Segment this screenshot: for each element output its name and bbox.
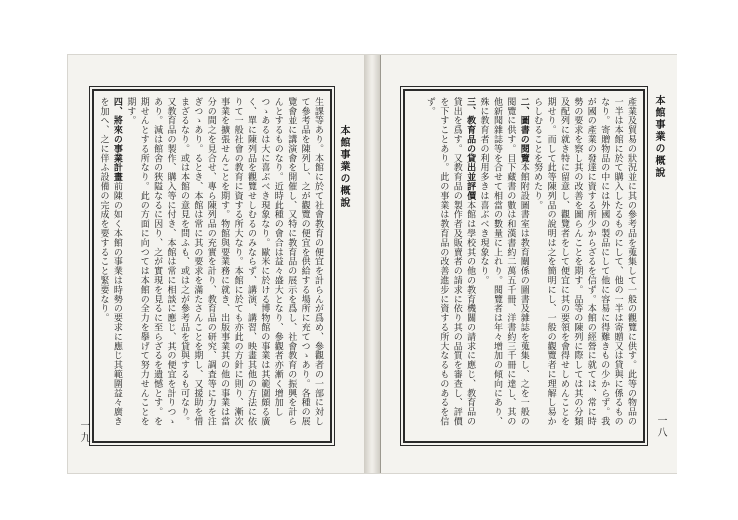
book-gutter [364, 55, 380, 473]
section-paragraph: 本館附設圖書室は教育關係の圖書及雜誌を蒐集し、之を一般の閱覽に供す。目下藏書の數は和漢書約二萬五千冊、洋書約三千冊に達し、其の他新聞雜誌等を合せて相當の數量に上れり。閱覽者は年々增加の傾向にあり、殊に教育者の利用多きは喜ぶべき現象なり。 [478, 97, 529, 427]
body-paragraph: 產業及貿易の狀況並に其の參考品を蒐集して一般の觀覽に供す。此等の物品の一半は本館に於て購入したるものにして、他の一半は寄贈又は貸與に係るものなり。寄贈物品の中には外國の製品にして他に容易に得難きもの少からず。我が國の產業の發達に資する所少からざるを信ず。本館の經營に就ては、常に時勢の要求を察し其の改善を圖らんことを期す。品等の陳列に際しては其の分類及配列に就き特に留意し、觀覽者をして便宜に其の要領を會得せしめんことを期せり。而して此等陳列品の說明は之を簡明にし、一般の觀覽者に理解し易からしむることを努めたり。 [532, 97, 636, 426]
right-page [380, 55, 677, 473]
body-paragraph: 生課等あり。本館に於て社會教育の便宜を計らんが爲め、參觀者の一部に対して參考品を陳列し、之が觀覽の便宜を供給する場所に充てつゝあり。各種の展覽會並に講演會を開催し、又特に教育品の展示を爲し、社會教育の振興を計らんとするものなり。近時此種の會合は益々盛大となり、參觀者亦漸く增加しつゝあるは大に喜ぶべき現象なり。歐米に於ける博物館の事業は其範圍頗る廣く、單に陳列品を觀覽せしむるのみならず、講演、講習、映畫其他の方法に依りて一般社會の教育に資する所大なり。本館に於ても亦此の方針に則り、漸次事業を擴張せんことを期す。物館與要業務に就き、出版事業其の他の事業は當分の間之を見合せ、專ら陳列品の充實を計り、教育品の研究、調査等に力を注ぎつゝあり。るとき、本館は常に其の要求を滿たさんことを期し、又援助を惜まざるなり。或は本館の意見を問ふも、或は之が參考品を貸與するも可なり。又教育品の製作、購入等に付き、本館は常に相談に應じ、其の便宜を計りつゝあり。減は館舍の狹隘なるに因り、之が實現を見るに至らざるを遺憾とす。を期せんとする所なり。此の方面に向つては本館の全力を擧げて努力せんことを期す。 [125, 97, 323, 426]
page-body [411, 97, 637, 435]
text-frame [403, 89, 645, 443]
book-spread [68, 55, 676, 473]
left-page [68, 55, 365, 473]
page-number: 一八 [655, 415, 666, 439]
section-heading: 二、圖書の閱覽 [518, 97, 529, 163]
running-header: 本館事業の概說 [653, 95, 664, 179]
section-paragraph: 本館は學校其の他の教育機關の請求に應じ、教育品の貸出を爲す。又教育品の製作者及販賣者の請求に依り其の品質を審查し、評價を下すことあり。此の事業は教育品の改善進步に資する所大なるものあるを信ず。 [424, 97, 476, 427]
running-header: 本館事業の概說 [338, 125, 349, 209]
page-body [100, 97, 324, 435]
section-heading: 四、將來の事業計畫 [111, 97, 122, 182]
text-frame [92, 89, 332, 443]
section-paragraph: 前陳の如く本館の事業は時勢の要求に應じ其範圍益々廣きを加へ、之に伴ふ設備の完成を要すること緊要なり。 [98, 97, 122, 427]
page-number: 一九 [78, 420, 89, 444]
section-heading: 三、教育品の貸出並評價 [465, 97, 476, 201]
